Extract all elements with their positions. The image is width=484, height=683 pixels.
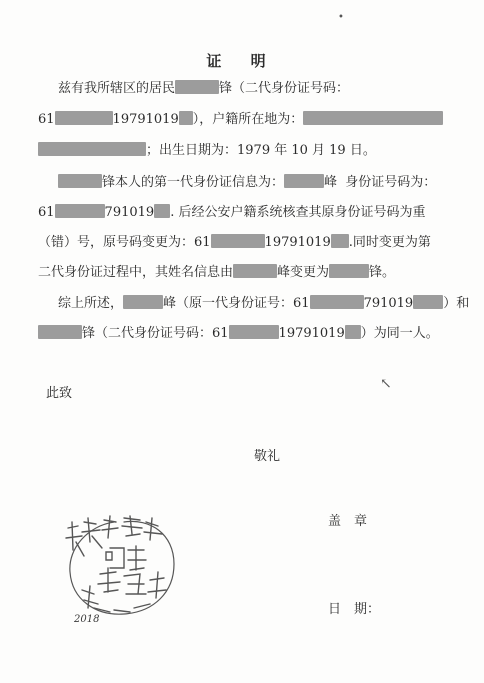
para2-line4: 二代身份证过程中，其姓名信息由 峰变更为 锋。 bbox=[38, 265, 396, 280]
redacted-address bbox=[38, 142, 146, 156]
redacted-id bbox=[55, 204, 105, 218]
seal-label: 盖 章 bbox=[328, 514, 368, 529]
redacted-id bbox=[345, 325, 361, 339]
date-label: 日 期： bbox=[328, 602, 381, 617]
redacted-id bbox=[154, 204, 170, 218]
salute-text: 敬礼 bbox=[254, 449, 281, 464]
redacted-id bbox=[310, 295, 364, 309]
redacted-name bbox=[233, 264, 277, 278]
scan-mark: ↖ bbox=[380, 376, 392, 392]
handwritten-year: 2018 bbox=[74, 614, 100, 625]
para3-line1: 综上所述， 峰（原一代身份证号：61 791019 ）和 bbox=[58, 296, 470, 311]
closing-text: 此致 bbox=[46, 386, 73, 401]
redacted-name bbox=[123, 295, 163, 309]
redacted-id bbox=[331, 234, 349, 248]
redacted-name bbox=[175, 80, 219, 94]
document-title: 证 明 bbox=[206, 52, 278, 70]
redacted-id bbox=[229, 325, 279, 339]
scan-speck: • bbox=[338, 12, 344, 23]
redacted-id bbox=[179, 111, 193, 125]
redacted-name bbox=[38, 325, 82, 339]
redacted-name bbox=[329, 264, 369, 278]
official-seal bbox=[54, 508, 186, 626]
para1-line1: 兹有我所辖区的居民 锋（二代身份证号码： bbox=[58, 81, 350, 96]
redacted-id bbox=[55, 111, 113, 125]
para3-line2: 锋（二代身份证号码：61 19791019 ）为同一人。 bbox=[38, 325, 458, 343]
redacted-name bbox=[58, 174, 102, 188]
para1-line3: ；出生日期为：1979 年 10 月 19 日。 bbox=[38, 142, 458, 160]
redacted-address bbox=[303, 111, 443, 125]
redacted-id bbox=[413, 295, 443, 309]
para2-line2: 61 791019 . 后经公安户籍系统核查其原身份证号码为重 bbox=[38, 205, 426, 220]
para2-line1: 锋本人的第一代身份证信息为： 峰 身份证号码为： bbox=[58, 174, 478, 192]
para1-line2: 61 19791019 ），户籍所在地为： bbox=[38, 111, 458, 129]
redacted-name bbox=[284, 174, 324, 188]
para2-line3: （错）号，原号码变更为：61 19791019 .同时变更为第 bbox=[38, 235, 431, 250]
redacted-id bbox=[211, 234, 265, 248]
